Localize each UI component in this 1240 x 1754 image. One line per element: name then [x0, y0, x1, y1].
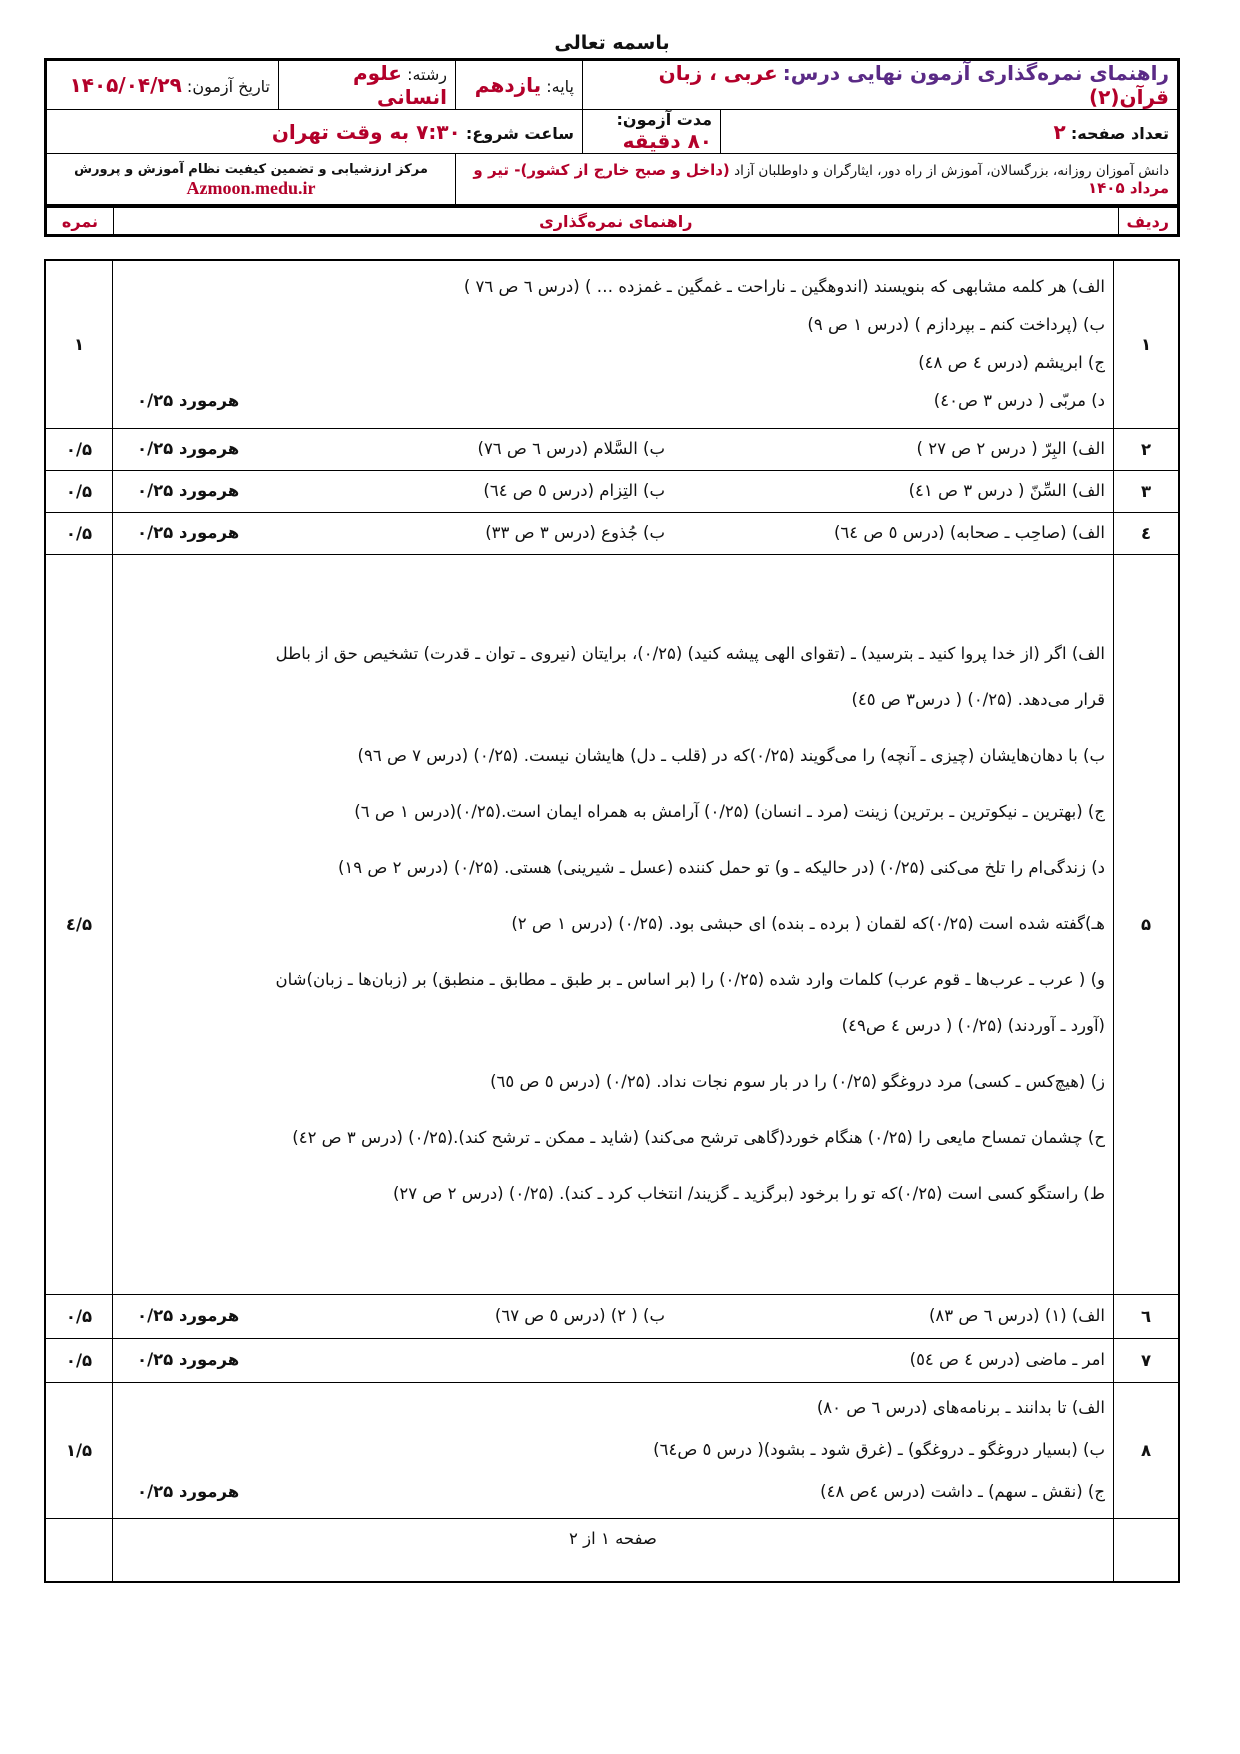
duration-cell [583, 110, 721, 154]
answer-line: (آورد ـ آوردند) (۰/۲۵) ( درس ٤ ص٤٩) [841, 1016, 1105, 1035]
pages-cell [721, 110, 1179, 154]
audience-cell [456, 154, 1179, 206]
score-value: ۰/۵ [45, 470, 113, 512]
answer-line: د) مربّی ( درس ٣ ص٤٠) [933, 391, 1105, 411]
each-score-note: هرمورد ۰/۲۵ [137, 391, 240, 411]
row-number: ٤ [1114, 512, 1180, 554]
org-cell [46, 154, 456, 206]
col-score-heading: نمره [46, 208, 114, 236]
field-label: رشته: [407, 65, 447, 84]
footer-row [45, 1518, 1179, 1582]
each-score-note: هرمورد ۰/۲۵ [137, 523, 240, 542]
answer-line: و) ( عرب ـ عرب‌ها ـ قوم عرب) کلمات وارد شده (۰/۲۵) را (بر اساس ـ بر طبق ـ مطابق ـ منطبق) بر (زبان‌ها ـ زبان)شان [275, 970, 1105, 989]
org-name: مرکز ارزشیابی و تضمین کیفیت نظام آموزش و پرورش [74, 162, 428, 177]
grade-cell [456, 60, 583, 110]
score-value: ۱ [45, 260, 113, 428]
exam-answer-key-page [44, 28, 1180, 1583]
row-number: ٦ [1114, 1294, 1180, 1338]
question-row [45, 1338, 1179, 1382]
grade-label: پایه: [546, 77, 574, 96]
each-score-note: هرمورد ۰/۲۵ [137, 1482, 240, 1501]
col-row-heading: ردیف [1118, 208, 1178, 236]
answer-cell [113, 512, 1114, 554]
answer-line: ب) (بسیار دروغگو ـ دروغگو) ـ (غرق شود ـ بشود)( درس ٥ ص٦٤) [653, 1440, 1105, 1459]
answer-cell [113, 260, 1114, 428]
score-value: ۰/۵ [45, 428, 113, 470]
answer-cell [113, 428, 1114, 470]
score-value: ۱/۵ [45, 1382, 113, 1518]
answer-line-wrap [121, 1346, 1105, 1374]
answer-key-table [44, 259, 1180, 1583]
answer-a: الف) (١) (درس ٦ ص ٨٣) [928, 1306, 1105, 1325]
each-score-note: هرمورد ۰/۲۵ [137, 1306, 240, 1325]
answer-a: الف) البِرّ ( درس ٢ ص ٢٧ ) [916, 439, 1105, 458]
row-number: ۲ [1114, 428, 1180, 470]
website-text: Azmoon.medu.ir [186, 178, 316, 198]
score-value: ۰/۵ [45, 1294, 113, 1338]
answer-b: ب) ( ٢) (درس ٥ ص ٦٧) [494, 1306, 665, 1325]
row-number: ٧ [1114, 1338, 1180, 1382]
answer-line-wrap [121, 382, 1105, 420]
title-label: راهنمای نمره‌گذاری آزمون نهایی درس: [782, 61, 1169, 85]
footer-empty-score-cell [45, 1518, 113, 1582]
answer-line: الف) اگر (از خدا پروا کنید ـ بترسید) ـ (تقوای الهی پیشه کنید) (۰/۲۵)، برایتان (نیروی ـ توان ـ قدرت) تشخیص حق از باطل [275, 644, 1105, 663]
answer-line: الف) تا بدانند ـ برنامه‌های (درس ٦ ص ٨٠) [816, 1398, 1105, 1417]
start-label: ساعت شروع: [465, 123, 574, 143]
answer-line-wrap [121, 435, 1105, 463]
col-guide-heading: راهنمای نمره‌گذاری [114, 208, 1119, 236]
pages-value: ۲ [1053, 119, 1066, 144]
footer-empty-row-cell [1114, 1518, 1180, 1582]
row-number: ۳ [1114, 470, 1180, 512]
field-cell [279, 60, 456, 110]
duration-value: ۸۰ دقیقه [622, 129, 712, 153]
answer-a: امر ـ ماضی (درس ٤ ص ٥٤) [909, 1350, 1105, 1369]
score-value: ٤/۵ [45, 554, 113, 1294]
answer-a: الف) (صاحِب ـ صحابه) (درس ٥ ص ٦٤) [833, 523, 1105, 542]
question-row [45, 512, 1179, 554]
answer-line: ب) با دهان‌هایشان (چیزی ـ آنچه) را می‌گویند (۰/۲۵)که در (قلب ـ دل) هایشان نیست. (۰/۲۵) (درس ٧ ص ٩٦) [357, 746, 1105, 765]
row-number: ۱ [1114, 260, 1180, 428]
answer-b: ب) جُذوع (درس ٣ ص ٣٣) [485, 523, 665, 542]
answer-line-wrap [121, 1471, 1105, 1513]
date-value: ۱۴۰۵/۰۴/۲۹ [69, 73, 182, 97]
answer-line: هـ)گفته شده است (۰/۲۵)که لقمان ( برده ـ بنده) ای حبشی بود. (۰/۲۵) (درس ١ ص ٢) [511, 914, 1105, 933]
answer-line: الف) هر کلمه مشابهی که بنویسند (اندوهگین ـ ناراحت ـ غمگین ـ غمزده … ) (درس ٦ ص ٧٦ ) [463, 277, 1105, 297]
answer-line: ج) ابریشم (درس ٤ ص ٤٨) [918, 353, 1105, 373]
question-row [45, 1294, 1179, 1338]
each-score-note: هرمورد ۰/۲۵ [137, 439, 240, 458]
answer-line-wrap [121, 1302, 1105, 1330]
audience-text: دانش آموزان روزانه، بزرگسالان، آموزش از راه دور، ایثارگران و داوطلبان آزاد [734, 163, 1169, 179]
answer-line-wrap [121, 477, 1105, 505]
answer-line: ط) راستگو کسی است (۰/۲۵)که تو را برخود (برگزید ـ گزیند/ انتخاب کرد ـ کند). (۰/۲۵) (درس ٢ ص ٢٧) [392, 1184, 1105, 1203]
course-title-cell [583, 60, 1179, 110]
grade-value: یازدهم [474, 73, 542, 97]
date-label: تاریخ آزمون: [186, 77, 270, 96]
each-score-note: هرمورد ۰/۲۵ [137, 1350, 240, 1369]
answer-line: ب) (پرداخت کنم ـ بپردازم ) (درس ١ ص ٩) [807, 315, 1105, 335]
question-row [45, 428, 1179, 470]
start-cell [46, 110, 583, 154]
field-value: علوم انسانی [352, 61, 447, 109]
answer-cell [113, 554, 1114, 1294]
answer-cell [113, 1294, 1114, 1338]
row-number: ۵ [1114, 554, 1180, 1294]
answer-cell [113, 1338, 1114, 1382]
score-value: ۰/۵ [45, 1338, 113, 1382]
answer-line: د) زندگی‌ام را تلخ می‌کنی (۰/۲۵) (در حالیکه ـ و) تو حمل کننده (عسل ـ شیرینی) هستی. (۰/۲۵) (درس ٢ ص ١٩) [337, 858, 1105, 877]
question-row [45, 1382, 1179, 1518]
answer-b: ب) التِزام (درس ٥ ص ٦٤) [483, 481, 665, 500]
answer-line: ج) (بهترین ـ نیکوترین ـ برترین) زینت (مرد ـ انسان) (۰/۲۵) آرامش به همراه ایمان است.(۰/۲۵)(درس ١ ص ٦) [354, 802, 1105, 821]
start-value: ۷:۳۰ به وقت تهران [271, 119, 461, 144]
answer-line: ح) چشمان تمساح مایعی را (۰/۲۵) هنگام خورد(گاهی ترشح می‌کند) (شاید ـ ممکن ـ ترشح کند).(۰/۲۵) (درس ٣ ص ٤٢) [292, 1128, 1105, 1147]
row-number: ٨ [1114, 1382, 1180, 1518]
question-row [45, 470, 1179, 512]
exam-header-table [44, 58, 1180, 207]
answer-a: الف) السِّنّ ( درس ٣ ص ٤١) [908, 481, 1105, 500]
duration-label: مدت آزمون: [616, 110, 712, 129]
answer-cell [113, 1382, 1114, 1518]
answer-cell [113, 470, 1114, 512]
score-value: ۰/۵ [45, 512, 113, 554]
question-row [45, 260, 1179, 428]
page-footer: صفحه ١ از ٢ [113, 1518, 1114, 1582]
basmala-heading: باسمه تعالی [554, 32, 670, 54]
column-headings-table [44, 207, 1180, 237]
answer-line: ز) (هیچ‌کس ـ کسی) مرد دروغگو (۰/۲۵) را در بار سوم نجات نداد. (۰/۲۵) (درس ٥ ص ٦٥) [490, 1072, 1105, 1091]
answer-line: ج) (نقش ـ سهم) ـ داشت (درس ٤ص ٤٨) [820, 1482, 1105, 1501]
course-name: عربی ، زبان قرآن(۲) [658, 61, 1169, 109]
answer-line-wrap [121, 519, 1105, 547]
session-text: (داخل و صبح خارج از کشور)- تیر و مرداد ۱۴۰۵ [473, 161, 1169, 197]
answer-b: ب) السَّلام (درس ٦ ص ٧٦) [477, 439, 665, 458]
date-cell [46, 60, 279, 110]
each-score-note: هرمورد ۰/۲۵ [137, 481, 240, 500]
question-row [45, 554, 1179, 1294]
pages-label: تعداد صفحه: [1070, 123, 1169, 143]
answer-line: قرار می‌دهد. (۰/۲۵) ( درس۳ ص ٤٥) [851, 690, 1105, 709]
